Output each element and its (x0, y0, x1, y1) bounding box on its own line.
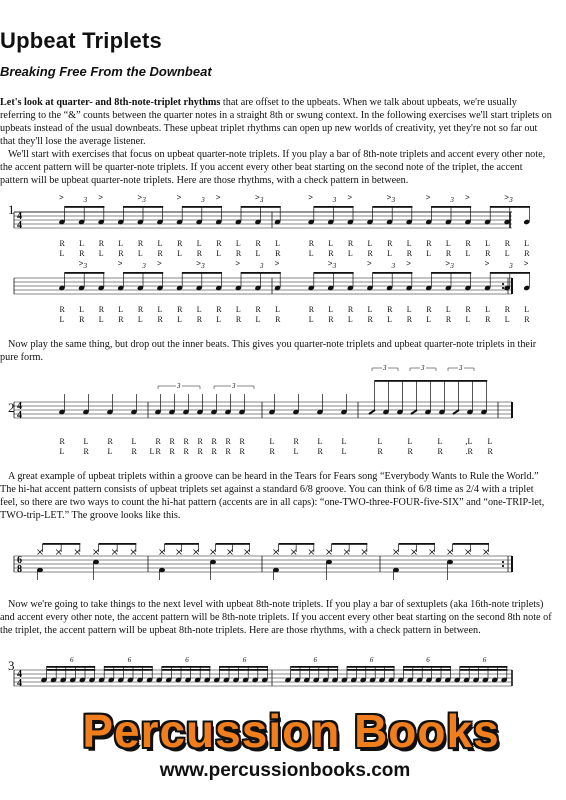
sticking-letter: L (118, 239, 124, 248)
paragraph-text: that are offset to the upbeats. When we talk about upbeats, we're usually referring to the “&” counts between the quarter notes in a straight 8th or swung context. In the following exercises we'll start triplets on upbeats instead of the usual downbeats. These upbeat triplet rhythms can open up new worlds of creativity, yet they're not so far out that they'll lose the average listener. (0, 97, 552, 147)
sticking-letter: L (177, 315, 182, 324)
time-signature-bottom: 8 (17, 564, 22, 575)
cymbal-x-notehead (344, 550, 349, 555)
page-title: Upbeat Triplets (0, 28, 162, 53)
note-beam (241, 206, 281, 208)
accent-mark: > (406, 259, 411, 268)
accent-mark: > (327, 259, 333, 268)
note-beam (162, 666, 211, 668)
sticking-letter: R (211, 437, 217, 446)
tuplet-number: 3 (509, 196, 513, 204)
notehead-slash (453, 410, 459, 414)
sticking-letter: L (79, 305, 84, 314)
notation-groove-6-8 (0, 532, 566, 592)
sticking-letter: R (317, 447, 323, 456)
sticking-letter: R (275, 315, 281, 324)
note-beam (403, 669, 451, 671)
repeat-dot (502, 287, 504, 289)
example-number: 2 (8, 400, 15, 415)
cymbal-x-notehead (430, 550, 435, 555)
percussion-books-logo: Percussion Books (82, 705, 500, 757)
sticking-letter: R (79, 315, 85, 324)
sticking-letter: L (347, 249, 353, 258)
tuplet-number: 3 (232, 382, 236, 390)
sticking-letter: L (485, 239, 490, 248)
time-signature-bottom: 4 (17, 410, 22, 421)
sticking-letter: R (328, 315, 334, 324)
page-subtitle: Breaking Free From the Downbeat (0, 64, 212, 79)
repeat-dot (502, 283, 504, 285)
accent-mark: > (445, 259, 451, 268)
sticking-letter: L (59, 315, 65, 324)
sticking-letter: L (387, 249, 392, 258)
sticking-letter: R (293, 437, 299, 446)
tuplet-number: 3 (450, 262, 454, 270)
tuplet-number: 6 (426, 656, 430, 664)
sticking-letter: L (255, 249, 261, 258)
sticking-letter: L (275, 239, 280, 248)
sticking-letter: L (367, 305, 373, 314)
sticking-letter: L (328, 239, 334, 248)
tuplet-number: 3 (391, 196, 396, 204)
cymbal-x-notehead (177, 550, 182, 555)
paragraph-intro (0, 96, 552, 148)
sticking-letter: L (98, 315, 104, 324)
sticking-letter: L (328, 305, 334, 314)
cymbal-x-notehead (291, 550, 296, 555)
tuplet-number: 3 (142, 196, 146, 204)
sticking-letter: R (504, 305, 511, 314)
sticking-letter: L (367, 239, 373, 248)
sticking-letter: R (347, 239, 354, 248)
sticking-letter: R (437, 447, 443, 456)
sticking-letter: .R (465, 447, 473, 456)
note-beam (65, 272, 105, 274)
tuplet-number: 6 (70, 656, 74, 664)
sticking-letter: R (98, 239, 105, 248)
note-beam (431, 272, 471, 274)
sticking-letter: R (155, 437, 161, 446)
sticking-letter: R (107, 437, 113, 446)
tuplet-number: 3 (332, 196, 337, 204)
sticking-letter: R (524, 249, 530, 258)
sticking-letter: R (387, 305, 393, 314)
note-beam (490, 272, 530, 274)
note-beam (490, 206, 530, 208)
sticking-letter: R (465, 239, 471, 248)
repeat-dot (502, 561, 504, 563)
tuplet-number: 6 (127, 656, 132, 664)
tuplet-number: 3 (332, 262, 337, 270)
tuplet-number: 3 (391, 262, 396, 270)
sticking-letter: R (225, 437, 231, 446)
bass-drum-note (393, 568, 399, 572)
accent-mark: > (367, 259, 372, 268)
example-number: 3 (8, 658, 15, 673)
snare-note (326, 560, 332, 564)
note-beam (373, 272, 413, 274)
sticking-letter: L (426, 249, 432, 258)
repeat-dot (502, 565, 504, 567)
sticking-letter: R (183, 447, 189, 456)
sticking-letter: R (407, 447, 413, 456)
note-beam (47, 666, 96, 668)
sticking-letter: L (275, 305, 280, 314)
sticking-letter: R (118, 249, 124, 258)
paragraph-groove-example: A great example of upbeat triplets within a groove can be heard in the Tears for Fears song “Everybody Wants to Rule the World.” The hi-hat accent pattern consists of upbeat triplets set against a standard 6/8 groove. You can think of 6/8 time as 2/4 with a triplet feel, so there are two ways to count the hi-hat pattern (accents are in all caps): “one-TWO-three-FOUR-five-SIX” and “one-TRIP-let, TWO-trip-LET.” The groove looks like this. (0, 471, 545, 521)
sticking-letter: R (137, 239, 144, 248)
time-signature-top: 4 (17, 669, 22, 680)
sticking-letter: L (308, 315, 314, 324)
cymbal-x-notehead (228, 550, 233, 555)
sticking-letter: R (387, 239, 393, 248)
sticking-letter: R (328, 249, 334, 258)
accent-mark: > (59, 193, 64, 202)
accent-mark: > (98, 193, 103, 202)
tuplet-number: 6 (313, 656, 317, 664)
sticking-letter: R (196, 315, 203, 324)
accent-mark: > (274, 259, 280, 268)
sticking-letter: R (367, 315, 373, 324)
accent-mark: > (504, 193, 509, 202)
note-beam (219, 666, 268, 668)
sticking-letter: R (98, 305, 105, 314)
sticking-letter: R (255, 239, 261, 248)
sticking-letter: L (269, 437, 275, 446)
sticking-letter: L (487, 437, 493, 446)
sticking-letter: R (83, 447, 89, 456)
sticking-letter: L (377, 437, 383, 446)
accent-mark: > (465, 193, 470, 202)
tuplet-number: 3 (383, 364, 387, 372)
accent-mark: > (176, 193, 182, 202)
sticking-letter: L (107, 447, 113, 456)
sticking-letter: L (293, 447, 299, 456)
sticking-letter: L (255, 315, 261, 324)
cymbal-x-notehead (466, 550, 471, 555)
cymbal-x-notehead (309, 550, 314, 555)
sticking-letter: L (235, 239, 241, 248)
note-beam (219, 669, 268, 671)
note-beam (314, 206, 354, 208)
sticking-letter: R (347, 305, 354, 314)
sticking-letter: R (118, 315, 124, 324)
sticking-letter: L (59, 249, 65, 258)
sticking-letter: R (79, 249, 85, 258)
sticking-letter: R (216, 305, 222, 314)
sticking-letter: R (308, 239, 315, 248)
sticking-letter: L (59, 447, 65, 456)
notehead-slash (411, 410, 417, 414)
sticking-letter: R (269, 447, 275, 456)
sticking-letter: R (197, 437, 203, 446)
sticking-letter: L (131, 437, 137, 446)
note-beam (182, 206, 222, 208)
sticking-letter: L (235, 305, 241, 314)
sticking-letter: R (487, 447, 493, 456)
sticking-letter: L (504, 315, 510, 324)
sticking-letter: L (317, 437, 323, 446)
tuplet-number: 3 (509, 262, 513, 270)
sticking-letter: R (183, 437, 189, 446)
tuplet-number: 3 (201, 196, 205, 204)
sticking-letter: L (406, 305, 412, 314)
note-beam (347, 666, 395, 668)
accent-mark: > (347, 193, 353, 202)
sticking-letter: L (196, 239, 202, 248)
tuplet-number: 3 (83, 196, 88, 204)
note-beam (47, 669, 96, 671)
sticking-letter: R (59, 305, 65, 314)
sticking-letter: R (197, 447, 203, 456)
accent-mark: > (196, 259, 201, 268)
sticking-letter: L (137, 315, 143, 324)
note-beam (104, 666, 153, 668)
tuplet-number: 6 (185, 656, 189, 664)
sticking-letter: R (239, 437, 245, 446)
note-beam (332, 543, 368, 545)
bass-drum-note (159, 568, 165, 572)
sticking-letter: R (485, 315, 491, 324)
bass-drum-note (273, 568, 279, 572)
note-beam (165, 543, 200, 545)
note-beam (123, 206, 163, 208)
note-beam (460, 666, 508, 668)
sticking-letter: R (211, 447, 217, 456)
note-beam (314, 272, 354, 274)
tuplet-number: 3 (142, 262, 146, 270)
sticking-letter: R (445, 249, 452, 258)
sticking-letter: L (407, 437, 413, 446)
sticking-letter: R (177, 305, 183, 314)
sticking-letter: R (426, 239, 432, 248)
sticking-letter: R (308, 305, 315, 314)
tuplet-number: 3 (83, 262, 88, 270)
sticking-letter: L (341, 437, 347, 446)
notation-example-2 (0, 364, 566, 462)
sticking-letter: L (347, 315, 353, 324)
sticking-letter: R (137, 305, 144, 314)
website-url[interactable]: www.percussionbooks.com (159, 760, 411, 781)
note-beam (99, 543, 137, 545)
accent-mark: > (235, 259, 241, 268)
tuplet-number: 3 (421, 364, 425, 372)
cymbal-x-notehead (131, 550, 136, 555)
note-beam (216, 543, 251, 545)
accent-mark: > (425, 193, 431, 202)
note-beam (291, 669, 339, 671)
sticking-letter: L (465, 315, 471, 324)
tuplet-number: 6 (369, 656, 374, 664)
accent-mark: > (484, 259, 490, 268)
sticking-letter: R (275, 249, 281, 258)
sticking-letter: R (177, 239, 183, 248)
note-beam (241, 272, 281, 274)
notehead-slash (369, 410, 375, 414)
note-beam (403, 666, 451, 668)
example-number: 1 (8, 202, 15, 217)
cymbal-x-notehead (327, 550, 332, 555)
sticking-letter: R (59, 437, 65, 446)
cymbal-x-notehead (412, 550, 417, 555)
snare-note (93, 560, 99, 564)
cymbal-x-notehead (245, 550, 250, 555)
tuplet-number: 3 (177, 382, 181, 390)
cymbal-x-notehead (394, 550, 399, 555)
note-beam (279, 543, 315, 545)
sticking-letter: L (118, 305, 124, 314)
tuplet-number: 6 (242, 656, 247, 664)
sticking-letter: R (367, 249, 373, 258)
sticking-letter: R (445, 315, 452, 324)
sticking-letter: R (131, 447, 137, 456)
cymbal-x-notehead (362, 550, 367, 555)
cymbal-x-notehead (448, 550, 453, 555)
sticking-letter: L (524, 305, 530, 314)
sticking-letter: L (137, 249, 143, 258)
sticking-letter: L (437, 437, 443, 446)
sticking-letter: L (157, 305, 163, 314)
accent-mark: > (215, 193, 221, 202)
sticking-letter: L (426, 315, 432, 324)
note-beam (431, 206, 471, 208)
sticking-letter: L (196, 305, 202, 314)
cymbal-x-notehead (194, 550, 199, 555)
cymbal-x-notehead (160, 550, 165, 555)
note-beam (104, 669, 153, 671)
sticking-letter: R (406, 249, 413, 258)
time-signature-bottom: 4 (17, 220, 22, 231)
cymbal-x-notehead (38, 550, 43, 555)
sticking-letter: R (406, 315, 413, 324)
sticking-letter: R (255, 305, 261, 314)
note-beam (460, 669, 508, 671)
sticking-letter: R (155, 447, 161, 456)
sticking-letter: R (59, 239, 65, 248)
cymbal-x-notehead (94, 550, 99, 555)
sticking-letter: R (524, 315, 530, 324)
sticking-letter: ,L (465, 437, 473, 446)
accent-mark: > (386, 193, 392, 202)
sticking-letter: L (445, 305, 451, 314)
accent-mark: > (157, 259, 162, 268)
sticking-letter: L (216, 249, 222, 258)
cymbal-x-notehead (56, 550, 61, 555)
paragraph-drop-inner-beats: Now play the same thing, but drop out the inner beats. This gives you quarter-note triplets and upbeat quarter-note triplets in their pure form. (0, 339, 537, 363)
cymbal-x-notehead (112, 550, 117, 555)
sticking-letter: L (177, 249, 182, 258)
sticking-letter: R (377, 447, 383, 456)
note-beam (291, 666, 339, 668)
accent-mark: > (308, 193, 313, 202)
sticking-letter: R (216, 239, 222, 248)
paragraph-quarter-triplets: We'll start with exercises that focus on upbeat quarter-note triplets. If you play a bar of 8th-note triplets and accent every other note, the accent pattern will be quarter-note triplets. If you accent every other beat starting on the second note of the triplet, the accent pattern will be upbeat quarter-note triplets. Here are those rhythms, with a check pattern in between. (0, 149, 546, 186)
sticking-letter: L (406, 239, 412, 248)
sticking-letter: L (98, 249, 104, 258)
tuplet-number: 3 (450, 196, 454, 204)
sticking-letter: R (225, 447, 231, 456)
tuplet-number: 3 (201, 262, 205, 270)
tuplet-number: 3 (260, 196, 264, 204)
note-beam (453, 543, 490, 545)
accent-mark: > (137, 193, 143, 202)
time-signature-bottom: 4 (17, 678, 22, 689)
time-signature-top: 4 (17, 401, 22, 412)
note-beam (373, 206, 413, 208)
sticking-letter: R (426, 305, 432, 314)
cymbal-x-notehead (211, 550, 216, 555)
sticking-letter: L (83, 437, 89, 446)
accent-mark: > (255, 193, 260, 202)
sticking-letter: L (157, 239, 163, 248)
tuplet-number: 3 (459, 364, 463, 372)
sticking-letter: R (465, 305, 471, 314)
sticking-letter: L (387, 315, 392, 324)
sticking-letter: L (216, 315, 222, 324)
note-beam (182, 272, 222, 274)
sticking-letter: L (149, 447, 155, 456)
note-beam (347, 669, 395, 671)
note-beam (375, 380, 488, 382)
cymbal-x-notehead (274, 550, 279, 555)
sticking-letter: R (157, 249, 163, 258)
accent-mark: > (117, 259, 123, 268)
time-signature-top: 6 (17, 555, 22, 566)
sticking-letter: R (169, 437, 175, 446)
tuplet-number: 3 (260, 262, 264, 270)
sticking-letter: R (169, 447, 175, 456)
sticking-letter: L (465, 249, 471, 258)
accent-mark: > (78, 259, 84, 268)
snare-note (447, 560, 453, 564)
tuplet-number: 6 (482, 656, 487, 664)
sticking-letter: R (235, 249, 242, 258)
sticking-letter: R (157, 315, 163, 324)
paragraph-8th-note-triplets: Now we're going to take things to the next level with upbeat 8th-note triplets. If you play a bar of sextuplets (aka 16th-note triplets) and accent every other note, the accent pattern will be 8th-note triplets. If you accent every other beat starting on the second 8th note of the triplet, the accent pattern will be upbeat 8th-note triplets. Here are those rhythms, with a check pattern in between. (0, 599, 552, 636)
sticking-letter: R (235, 315, 242, 324)
note-beam (65, 206, 105, 208)
cymbal-x-notehead (484, 550, 489, 555)
sticking-letter: R (196, 249, 203, 258)
sticking-letter: R (485, 249, 491, 258)
note-beam (123, 272, 163, 274)
cymbal-x-notehead (75, 550, 80, 555)
bass-drum-note (37, 568, 43, 572)
note-beam (162, 669, 211, 671)
sticking-letter: L (79, 239, 84, 248)
sticking-letter: L (445, 239, 451, 248)
sticking-letter: R (504, 239, 511, 248)
accent-mark: > (523, 259, 529, 268)
sticking-letter: L (524, 239, 530, 248)
sticking-letter: L (504, 249, 510, 258)
paragraph-lead: Let's look at quarter- and 8th-note-triplet rhythms (0, 97, 221, 108)
sticking-letter: L (308, 249, 314, 258)
note-beam (43, 543, 81, 545)
notation-example-1 (0, 193, 566, 336)
time-signature-top: 4 (17, 211, 22, 222)
note-beam (399, 543, 436, 545)
sticking-letter: L (341, 447, 347, 456)
snare-note (210, 560, 216, 564)
sticking-letter: L (485, 305, 490, 314)
sticking-letter: R (239, 447, 245, 456)
